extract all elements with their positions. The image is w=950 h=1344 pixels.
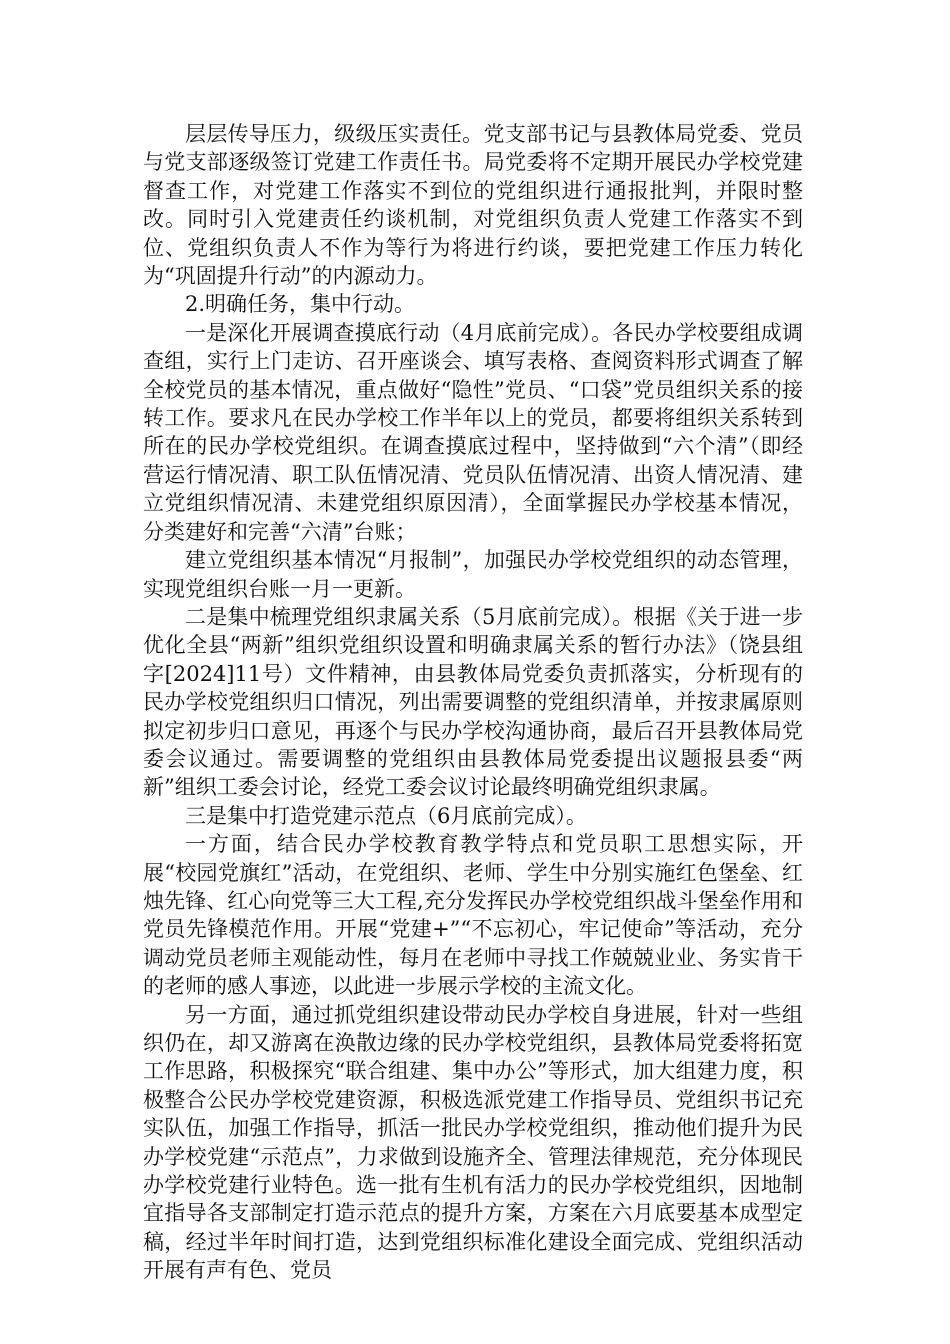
document-body xyxy=(143,120,803,1285)
paragraph-investigation: 一是深化开展调查摸底行动（4月底前完成）。各民办学校要组成调查组，实行上门走访、召开座谈会、填写表格、查阅资料形式调查了解全校党员的基本情况，重点做好“隐性”党员、“口袋”党员组织关系的接转工作。要求凡在民办学校工作半年以上的党员，都要将组织关系转到所在的民办学校党组织。在调查摸底过程中，坚持做到“六个清”（即经营运行情况清、职工队伍情况清、党员队伍情况清、出资人情况清、建立党组织情况清、未建党组织原因清），全面掌握民办学校基本情况，分类建好和完善“六清”台账； xyxy=(143,320,803,544)
paragraph-responsibility: 层层传导压力，级级压实责任。党支部书记与县教体局党委、党员与党支部逐级签订党建工作责任书。局党委将不定期开展民办学校党建督查工作，对党建工作落实不到位的党组织进行通报批判，并限时整改。同时引入党建责任约谈机制，对党组织负责人党建工作落实不到位、党组织负责人不作为等行为将进行约谈，要把党建工作压力转化为“巩固提升行动”的内源动力。 xyxy=(143,122,803,289)
paragraph-one-side: 一方面，结合民办学校教育教学特点和党员职工思想实际，开展“校园党旗红”活动，在党组织、老师、学生中分别实施红色堡垒、红烛先锋、红心向党等三大工程,充分发挥民办学校党组织战斗堡垒作用和党员先锋模范作用。开展“党建+”“不忘初心，牢记使命”等活动，充分调动党员老师主观能动性，每月在老师中寻找工作兢兢业业、务实肯干的老师的感人事迹，以此进一步展示学校的主流文化。 xyxy=(143,832,803,999)
paragraph-monthly-report: 建立党组织基本情况“月报制”，加强民办学校党组织的动态管理，实现党组织台账一月一更新。 xyxy=(143,548,803,601)
paragraph-affiliation: 二是集中梳理党组织隶属关系（5月底前完成）。根据《关于进一步优化全县“两新”组织党组织设置和明确隶属关系的暂行办法》（饶县组字[2024]11号）文件精神，由县教体局党委负责抓落实，分析现有的民办学校党组织归口情况，列出需要调整的党组织清单，并按隶属原则拟定初步归口意见，再逐个与民办学校沟通协商，最后召开县教体局党委会议通过。需要调整的党组织由县教体局党委提出议题报县委“两新”组织工委会讨论，经党工委会议讨论最终明确党组织隶属。 xyxy=(143,604,803,800)
paragraph-other-side: 另一方面，通过抓党组织建设带动民办学校自身进展，针对一些组织仍在，却又游离在涣散边缘的民办学校党组织，县教体局党委将拓宽工作思路，积极探究“联合组建、集中办公”等形式，加大组建力度，积极整合公民办学校党建资源，积极选派党建工作指导员、党组织书记充实队伍，加强工作指导，抓活一批民办学校党组织，推动他们提升为民办学校党建“示范点”，力求做到设施齐全、管理法律规范，充分体现民办学校党建行业特色。选一批有生机有活力的民办学校党组织，因地制宜指导各支部制定打造示范点的提升方案，方案在六月底要基本成型定稿，经过半年时间打造，达到党组织标准化建设全面完成、党组织活动开展有声有色、党员 xyxy=(143,1002,803,1283)
paragraph-demonstration-heading: 三是集中打造党建示范点（6月底前完成）。 xyxy=(185,803,587,828)
paragraph-heading-task: 2.明确任务，集中行动。 xyxy=(185,292,416,317)
